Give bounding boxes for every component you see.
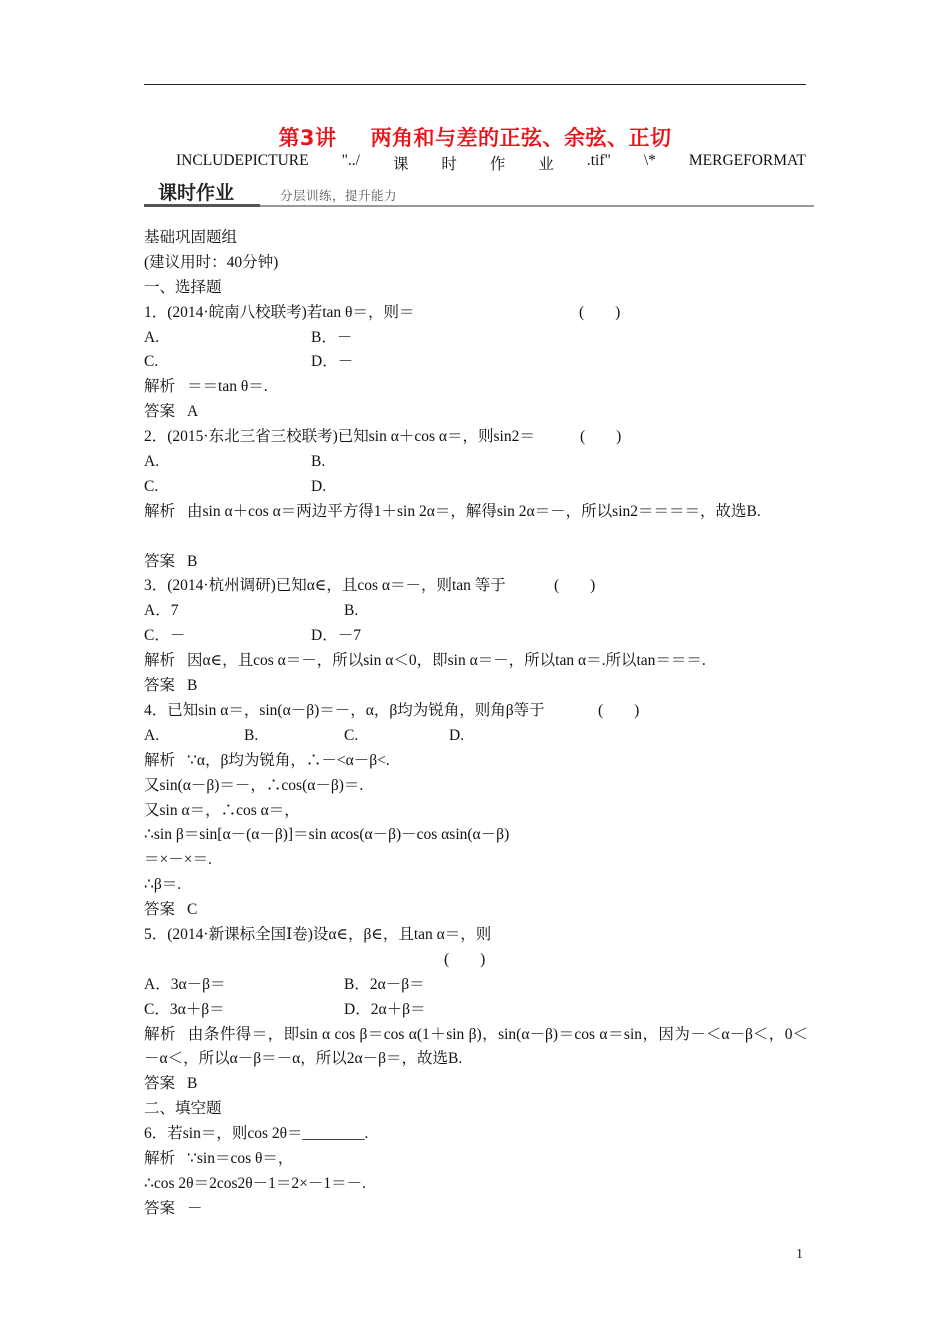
banner-label: 课时作业 (158, 182, 235, 204)
field-token: .tif" (586, 152, 611, 169)
option-a: A．7 (144, 602, 179, 620)
option-c: C. (144, 353, 159, 371)
analysis-step: ∴sin β＝sin[α－(α－β)]＝sin αcos(α－β)－cos αsin(α－β) (144, 826, 510, 844)
option-a: A. (144, 328, 160, 346)
field-token: INCLUDEPICTURE (176, 152, 309, 169)
analysis-label: 解析 (144, 652, 176, 670)
header-rule (144, 84, 806, 85)
answer-value: B (187, 677, 198, 695)
option-a: A．3α－β＝ (144, 975, 226, 993)
analysis-text: ∵α，β均为锐角，∴－<α－β<. (187, 751, 390, 769)
field-token: \* (643, 152, 656, 169)
analysis-label: 解析 (144, 502, 176, 520)
question-6-analysis (144, 1147, 808, 1172)
analysis-step: ∴β＝. (144, 876, 182, 894)
question-4-stem (144, 699, 808, 724)
analysis-text: ＝＝tan θ＝. (187, 378, 268, 396)
part-heading: 一、选择题 (144, 278, 222, 296)
answer-label: 答案 (144, 901, 176, 919)
question-6-answer (144, 1197, 808, 1222)
question-3-analysis (144, 649, 808, 674)
analysis-label: 解析 (144, 1149, 176, 1167)
field-token: "../ (341, 152, 360, 169)
answer-blank: ( ) (579, 303, 621, 321)
option-b: B. (344, 602, 359, 620)
analysis-label: 解析 (144, 1025, 176, 1043)
banner-subtitle: 分层训练，提升能力 (280, 188, 398, 203)
option-b: B．2α－β＝ (344, 975, 425, 993)
answer-blank: ( ) (580, 428, 622, 446)
answer-blank: ( ) (444, 950, 486, 968)
question-4-answer (144, 898, 808, 923)
question-stem-text: 2．(2015·东北三省三校联考)已知sin α＋cos α＝，则sin2＝ (144, 428, 535, 446)
question-5-paren-line (144, 948, 808, 973)
banner-underline-dark (144, 204, 260, 207)
answer-value: C (187, 901, 198, 919)
analysis-text: 由条件得＝，即sin α cos β＝cos α(1＋sin β)，sin(α－β)＝cos α＝sin，因为－＜α－β＜，0＜－α＜，所以α－β＝－α，所以2α－β＝，故选B. (144, 1025, 808, 1068)
question-stem-text: 3．(2014·杭州调研)已知α∈，且cos α＝－，则tan 等于 (144, 577, 506, 595)
question-1-analysis (144, 375, 808, 400)
question-4-options (144, 724, 808, 749)
page-number: 1 (796, 1247, 803, 1262)
option-c: C．3α＋β＝ (144, 1000, 225, 1018)
field-token: 时 (441, 156, 457, 173)
option-c: C. (144, 477, 159, 495)
banner-underline-light (260, 205, 814, 207)
option-d: D. (311, 477, 327, 495)
question-3-stem (144, 574, 808, 599)
analysis-step: ＝×－×＝. (144, 851, 212, 869)
answer-value: B (187, 1075, 198, 1093)
field-token: 业 (538, 156, 554, 173)
lecture-topic: 两角和与差的正弦、余弦、正切 (370, 126, 672, 150)
answer-blank: ( ) (554, 577, 596, 595)
part-heading: 二、填空题 (144, 1100, 222, 1118)
question-1-stem (144, 301, 808, 326)
question-2-options-cd (144, 475, 808, 500)
field-token: MERGEFORMAT (688, 152, 806, 169)
option-d: D．－ (311, 353, 354, 371)
field-token: 作 (489, 156, 506, 173)
analysis-step: ∴cos 2θ＝2cos2θ－1＝2×－1＝－. (144, 1174, 367, 1192)
question-2-answer (144, 550, 808, 575)
question-stem-text: 1．(2014·皖南八校联考)若tan θ＝，则＝ (144, 303, 415, 321)
option-b: B．－ (311, 328, 353, 346)
question-3-options-cd (144, 624, 808, 649)
analysis-text: ∵sin＝cos θ＝， (187, 1149, 294, 1167)
answer-value: － (187, 1199, 203, 1217)
lecture-number: 第3讲 (278, 126, 337, 150)
analysis-text: 由sin α＋cos α＝两边平方得1＋sin 2α＝，解得sin 2α＝－，所以sin2＝＝＝＝，故选B. (187, 502, 761, 520)
question-5-stem: 5．(2014·新课标全国Ⅰ卷)设α∈，β∈，且tan α＝，则 (144, 925, 492, 943)
option-c: C. (344, 726, 359, 744)
question-stem-text: 4．已知sin α＝，sin(α－β)＝－，α，β均为锐角，则角β等于 (144, 701, 545, 719)
option-d: D．2α＋β＝ (344, 1000, 426, 1018)
question-3-options-ab (144, 599, 808, 624)
include-field-code (176, 152, 806, 174)
option-b: B. (244, 726, 259, 744)
option-d: D．－7 (311, 627, 361, 645)
option-d: D. (449, 726, 465, 744)
question-3-answer (144, 674, 808, 699)
answer-value: A (187, 403, 199, 421)
option-b: B. (311, 453, 326, 471)
homework-banner (144, 178, 814, 208)
answer-label: 答案 (144, 552, 176, 570)
question-5-answer (144, 1072, 808, 1097)
analysis-step: 又sin α＝，∴cos α＝， (144, 801, 300, 819)
field-token: 课 (392, 156, 409, 173)
group-heading: 基础巩固题组 (144, 229, 238, 246)
page-title (0, 122, 950, 152)
answer-blank: ( ) (598, 701, 640, 719)
answer-label: 答案 (144, 403, 176, 421)
question-2-options-ab (144, 450, 808, 475)
question-5-options-cd (144, 998, 808, 1023)
option-a: A. (144, 726, 160, 744)
exercise-body (144, 226, 808, 1222)
question-2-analysis (144, 500, 808, 550)
answer-label: 答案 (144, 1199, 176, 1217)
answer-label: 答案 (144, 1075, 176, 1093)
option-a: A. (144, 453, 160, 471)
question-2-stem (144, 425, 808, 450)
suggested-time: (建议用时：40分钟) (144, 253, 279, 271)
question-4-analysis (144, 749, 808, 774)
analysis-label: 解析 (144, 378, 176, 396)
option-c: C．－ (144, 627, 186, 645)
question-1-options-cd (144, 350, 808, 375)
answer-label: 答案 (144, 677, 176, 695)
question-1-options-ab (144, 326, 808, 351)
question-5-options-ab (144, 973, 808, 998)
analysis-label: 解析 (144, 751, 176, 769)
analysis-text: 因α∈，且cos α＝－，所以sin α＜0，即sin α＝－，所以tan α＝.所以tan＝＝＝. (187, 652, 706, 670)
question-1-answer (144, 400, 808, 425)
question-6-stem: 6．若sin＝，则cos 2θ＝________. (144, 1125, 369, 1143)
answer-value: B (187, 552, 198, 570)
analysis-step: 又sin(α－β)＝－，∴cos(α－β)＝. (144, 776, 364, 794)
question-5-analysis (144, 1023, 808, 1073)
